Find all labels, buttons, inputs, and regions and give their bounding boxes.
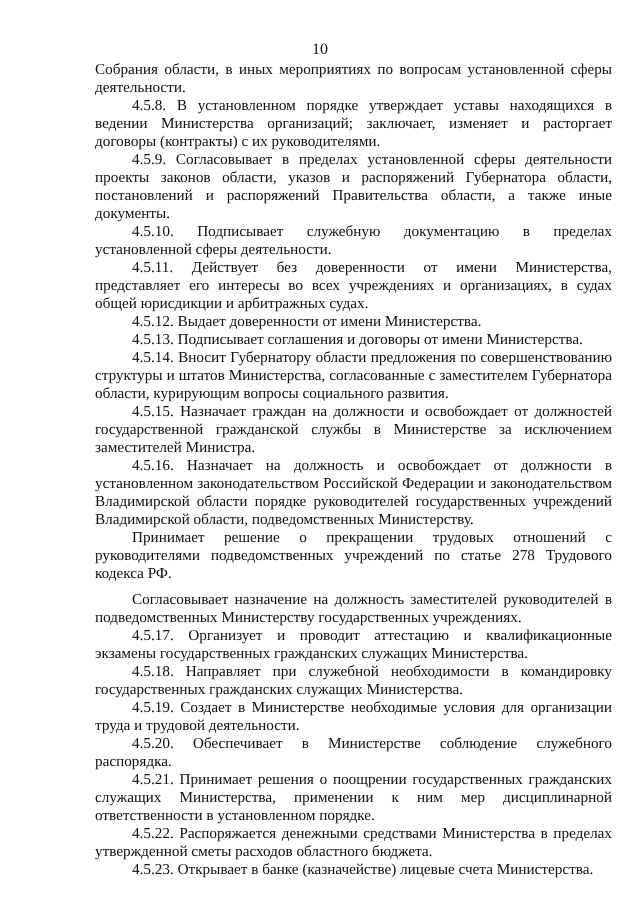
paragraph-4-5-14: 4.5.14. Вносит Губернатору области предложения по совершенствованию структуры и штатов Министерства, согласованные с заместителем Губернатора области, курирующим вопросы социального развития. <box>95 349 612 402</box>
paragraph-4-5-8: 4.5.8. В установленном порядке утверждает уставы находящихся в ведении Министерства организаций; заключает, изменяет и расторгает договоры (контракты) с их руководителями. <box>95 97 612 150</box>
page-number: 10 <box>312 41 328 58</box>
paragraph-termination: Принимает решение о прекращении трудовых отношений с руководителями подведомственных учреждений по статье 278 Трудового кодекса РФ. <box>95 529 612 582</box>
paragraph-4-5-9: 4.5.9. Согласовывает в пределах установленной сферы деятельности проекты законов области, указов и распоряжений Губернатора области, постановлений и распоряжений Правительства области, а также иные документы. <box>95 151 612 222</box>
paragraph-deputies: Согласовывает назначение на должность заместителей руководителей в подведомственных Министерству государственных учреждениях. <box>95 591 612 626</box>
paragraph-4-5-15: 4.5.15. Назначает граждан на должности и освобождает от должностей государственной гражданской службы в Министерстве за исключением заместителей Министра. <box>95 403 612 456</box>
paragraph-4-5-12: 4.5.12. Выдает доверенности от имени Министерства. <box>132 313 482 330</box>
paragraph-4-5-23: 4.5.23. Открывает в банке (казначействе) лицевые счета Министерства. <box>132 861 594 878</box>
paragraph-4-5-18: 4.5.18. Направляет при служебной необходимости в командировку государственных гражданских служащих Министерства. <box>95 663 612 698</box>
paragraph-4-5-13: 4.5.13. Подписывает соглашения и договоры от имени Министерства. <box>132 331 583 348</box>
paragraph-4-5-10: 4.5.10. Подписывает служебную документацию в пределах установленной сферы деятельности. <box>95 223 612 258</box>
paragraph-4-5-22: 4.5.22. Распоряжается денежными средствами Министерства в пределах утвержденной сметы расходов областного бюджета. <box>95 825 612 860</box>
paragraph-4-5-19: 4.5.19. Создает в Министерстве необходимые условия для организации труда и трудовой деятельности. <box>95 699 612 734</box>
paragraph-4-5-16: 4.5.16. Назначает на должность и освобождает от должности в установленном законодательством Российской Федерации и законодательством Владимирской области порядке руководителей государственных учреждений Владимирской области, подведомственных Министерству. <box>95 457 612 528</box>
paragraph-4-5-17: 4.5.17. Организует и проводит аттестацию и квалификационные экзамены государственных гражданских служащих Министерства. <box>95 627 612 662</box>
paragraph-4-5-20: 4.5.20. Обеспечивает в Министерстве соблюдение служебного распорядка. <box>95 735 612 770</box>
document-body <box>95 61 612 879</box>
paragraph-4-5-21: 4.5.21. Принимает решения о поощрении государственных гражданских служащих Министерства, применении к ним мер дисциплинарной ответственности в установленном порядке. <box>95 771 612 824</box>
paragraph-4-5-11: 4.5.11. Действует без доверенности от имени Министерства, представляет его интересы во всех учреждениях и организациях, в судах общей юрисдикции и арбитражных судах. <box>95 259 612 312</box>
paragraph-continuation: Собрания области, в иных мероприятиях по вопросам установленной сферы деятельности. <box>95 61 612 96</box>
